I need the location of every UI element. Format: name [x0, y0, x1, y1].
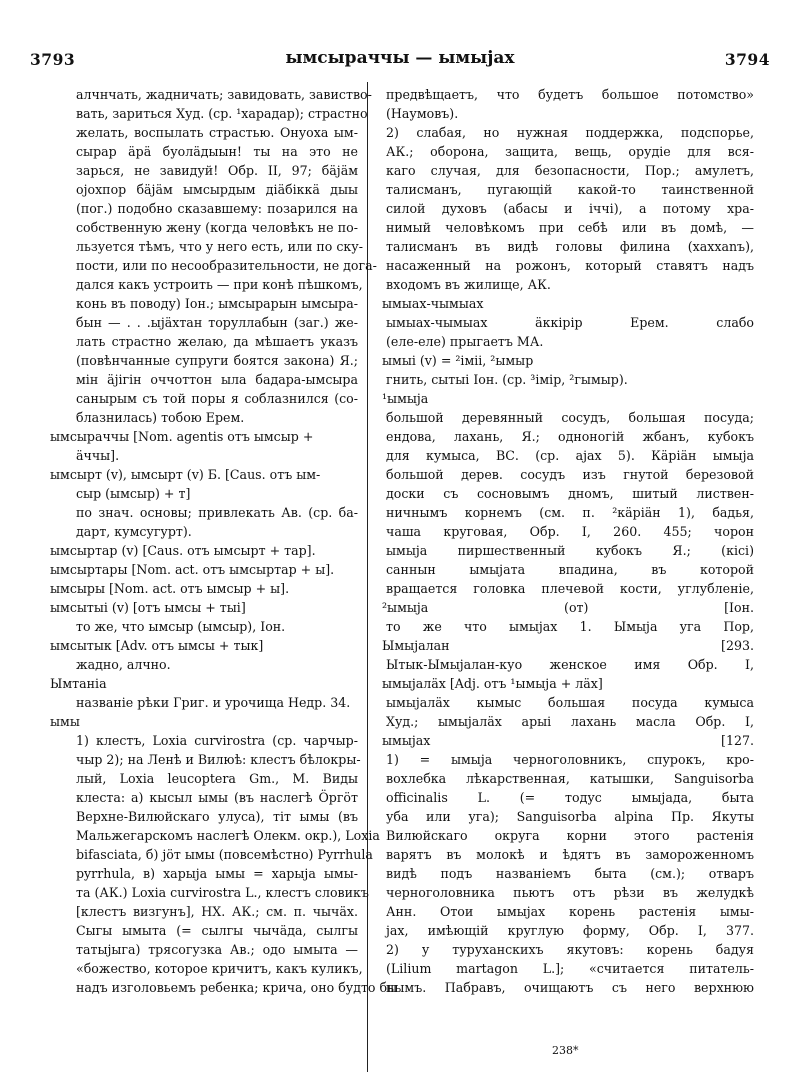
text-line: ымсыраччы [Nom. agentis отъ ымсыр + [50, 429, 314, 444]
text-line: надъ изголовьемъ ребенка; крича, оно будто бы [76, 980, 398, 995]
text-line: чыр 2); на Ленѣ и Вилюѣ: клестъ бѣлокры- [76, 752, 361, 767]
text-line: лать страстно желаю, да мѣшаетъ указъ [76, 334, 358, 349]
text-line: Анн. Отои ымыjах корень растенія ымы- [386, 904, 754, 919]
text-line: ничнымъ корнемъ (см. п. ²кäрiäн 1), бадья, [386, 505, 754, 520]
text-line: Вилюйскаго округа корни этого растенія [386, 828, 754, 843]
text-line: (повѣнчанные супруги боятся закона) Я.; [76, 353, 358, 368]
text-line: Верхне-Вилюйскаго улуса), тiт ымы (въ [76, 809, 358, 824]
text-line: bifasciata, б) jöт ымы (повсемѣстно) Pyrrhula [76, 847, 373, 862]
text-line: клеста: а) кысыл ымы (въ наслегѣ Öргöт [76, 790, 358, 805]
text-line: та (АК.) Loxia curvirostra L., клестъ словикъ [76, 885, 369, 900]
left-column [50, 85, 398, 997]
text-line: собственную жену (когда человѣкъ не по- [76, 220, 358, 235]
text-line: ымыjалäх кымыс большая посуда кумыса [386, 695, 754, 710]
text-line: Сыгы ымыта (= сылгы чычäда, сылгы [76, 923, 358, 938]
text-line: большой дерев. сосудъ изъ гнутой березовой [386, 467, 754, 482]
signature-mark: 238* [552, 1044, 579, 1057]
text-line: жадно, алчно. [76, 657, 171, 672]
text-line: чаша круговая, Обр. I, 260. 455; чорон [386, 524, 754, 539]
text-line: силой духовъ (абасы и iччi), а потому хра- [386, 201, 754, 216]
column-divider [367, 82, 368, 1072]
text-line: предвѣщаетъ, что будетъ большое потомство» [386, 87, 754, 102]
text-line: 2) слабая, но нужная поддержка, подспорье, [386, 125, 754, 140]
text-line: талисманъ, пугающій какой-то таинственной [386, 182, 754, 197]
text-line: ымыjа пиршественный кубокъ Я.; (кiсi) [386, 543, 754, 558]
text-line: доски съ сосновымъ дномъ, шитый листвен- [386, 486, 754, 501]
text-line: «божество, которое кричитъ, какъ куликъ, [76, 961, 363, 976]
text-line: 1) клестъ, Loxia curvirostra (ср. чарчыр- [76, 733, 358, 748]
text-line: видѣ подъ названіемъ быта (см.); отваръ [386, 866, 754, 881]
text-line: ымсырт (v), ымсырт (v) Б. [Caus. отъ ым- [50, 467, 321, 482]
text-line: ымсыры [Nom. act. отъ ымсыр + ы]. [50, 581, 290, 596]
text-line: ымсыртары [Nom. act. отъ ымсыртар + ы]. [50, 562, 335, 577]
text-line: ²ымыjа (от) [Іон. [382, 600, 754, 615]
text-line: нимый человѣкомъ при себѣ или въ домѣ, — [386, 220, 754, 235]
text-line: äччы]. [76, 448, 120, 463]
text-line: ымыі (v) = ²iмii, ²ымыр [382, 353, 534, 368]
text-line: саннын ымыjата впадина, въ которой [386, 562, 754, 577]
page-number-left: 3793 [30, 50, 76, 69]
text-line: талисманъ въ видѣ головы филина (хаххаnъ), [386, 239, 754, 254]
running-title: ымсыраччы — ымыjах [285, 48, 515, 68]
text-line: ымыах-чымыах [382, 296, 484, 311]
text-line: jах, имѣющій круглую форму, Обр. I, 377. [386, 923, 754, 938]
text-line: названіе рѣки Григ. и урочища Недр. 34. [76, 695, 351, 710]
text-line: по знач. основы; привлекать Ав. (ср. ба- [76, 505, 358, 520]
text-line: блазнилась) тобою Ерем. [76, 410, 245, 425]
text-line: ендова, лахань, Я.; одноногій жбанъ, кубокъ [386, 429, 754, 444]
right-column [382, 85, 754, 997]
page-number-right: 3794 [724, 50, 770, 69]
text-line: Мальжегарскомъ наслегѣ Олекм. окр.), Loxia [76, 828, 380, 843]
text-line: насаженный на рожонъ, который ставятъ надъ [386, 258, 754, 273]
text-line: мiн äjiгiн оччоттон ыла бадара-ымсыра [76, 372, 358, 387]
text-line: ымсытыі (v) [отъ ымсы + тыі] [50, 600, 246, 615]
text-line: (Наумовъ). [386, 106, 459, 121]
text-line: ымыах-чымыах äккiрiр Ерем. слабо [386, 315, 754, 330]
text-line: АК.; оборона, защита, вещь, орудіе для вся- [386, 144, 754, 159]
text-line: нымъ. Пабравъ, очищаютъ съ него верхнюю [386, 980, 754, 995]
text-line: пости, или по несообразительности, не дога- [76, 258, 377, 273]
text-line: варятъ въ молокѣ и ѣдятъ въ замороженномъ [386, 847, 754, 862]
text-line: большой деревянный сосудъ, большая посуда; [386, 410, 754, 425]
text-line: ымсыртар (v) [Caus. отъ ымсырт + тар]. [50, 543, 316, 558]
text-line: Ымтаніа [50, 676, 107, 691]
text-line: Ытык-Ымыjалан-куо женское имя Обр. I, [386, 657, 754, 672]
text-line: зарься, не завидуй! Обр. II, 97; бäjäм [76, 163, 358, 178]
text-line: вать, зариться Худ. (ср. ¹харадар); страстно [76, 106, 368, 121]
text-line: для кумыса, ВС. (ср. аjах 5). Кäрiäн ымыjа [386, 448, 754, 463]
text-line: бын — . . .ыjäхтан торуллабын (заг.) же- [76, 315, 358, 330]
text-line: уба или уга); Sanguisorba alpina Пр. Якуты [386, 809, 754, 824]
text-line: Худ.; ымыjалäх арыі лахань масла Обр. I, [386, 714, 754, 729]
text-line: вохлебка лѣкарственная, катышки, Sanguisorba [386, 771, 754, 786]
page-header [0, 0, 800, 80]
text-line: желать, воспылать страстью. Онуоха ым- [76, 125, 358, 140]
text-line: дарт, кумсугурт). [76, 524, 192, 539]
text-line: ымсытык [Adv. отъ ымсы + тык] [50, 638, 264, 653]
text-line: черноголовника пьютъ отъ рѣзи въ желудкѣ [386, 885, 754, 900]
text-line: ымыjах [127. [382, 733, 754, 748]
text-line: то же что ымыjах 1. Ымыjа уга Пор, [386, 619, 754, 634]
text-line: сыр (ымсыр) + т] [76, 486, 191, 501]
text-line: конь въ поводу) Іон.; ымсырарын ымсыра- [76, 296, 358, 311]
text-line: (еле-еле) прыгаетъ МА. [386, 334, 544, 349]
text-line: ojохпор бäjäм ымсырдым дiäбiккä дыы [76, 182, 358, 197]
text-line: татыjыга) трясогузка Ав.; одо ымыта — [76, 942, 358, 957]
text-line: [клестъ визгунъ], НХ. АК.; см. п. чычäх. [76, 904, 358, 919]
text-line: льзуется тѣмъ, что у него есть, или по ску- [76, 239, 363, 254]
text-line: (пог.) подобно сказавшему: позарился на [76, 201, 358, 216]
text-line: (Lilium martagon L.]; «считается питатель- [386, 961, 754, 976]
text-line: ¹ымыjа [382, 391, 429, 406]
text-line: входомъ въ жилище, АК. [386, 277, 551, 292]
text-line: алчнчать, жадничать; завидовать, завиство- [76, 87, 372, 102]
text-line: санырым съ той поры я соблазнился (со- [76, 391, 358, 406]
text-line: вращается головка плечевой кости, углубленіе, [386, 581, 754, 596]
text-line: Ымыjалан [293. [382, 638, 754, 653]
text-line: officinalis L. (= тодус ымыjада, быта [386, 790, 754, 805]
text-line: лый, Loxia leucoptera Gm., М. Виды [76, 771, 358, 786]
text-line: то же, что ымсыр (ымсыр), Іон. [76, 619, 286, 634]
text-line: ымы [50, 714, 80, 729]
text-line: каго случая, для безопасности, Пор.; амулетъ, [386, 163, 754, 178]
text-line: дался какъ устроить — при конѣ пѣшкомъ, [76, 277, 363, 292]
text-line: 2) у туруханскихъ якутовъ: корень бадуя [386, 942, 754, 957]
text-line: гнить, сытыі Іон. (ср. ³iмiр, ²гымыр). [386, 372, 628, 387]
text-line: pyrrhula, в) харыja ымы = харыja ымы- [76, 866, 358, 881]
text-line: 1) = ымыjа черноголовникъ, спурокъ, кро- [386, 752, 754, 767]
text-line: ымыjалäх [Adj. отъ ¹ымыjа + лäх] [382, 676, 603, 691]
text-line: сырар äpä буолäдыын! ты на это не [76, 144, 358, 159]
